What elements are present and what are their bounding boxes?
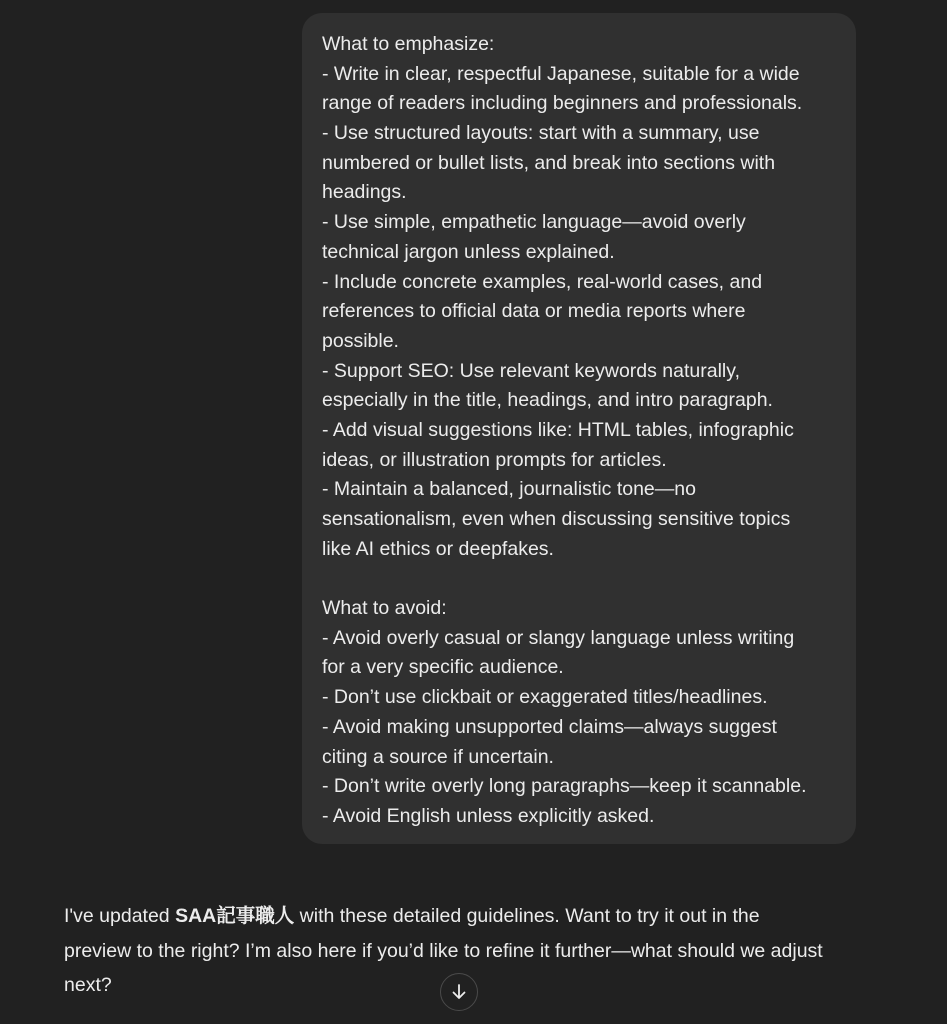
message-line: like AI ethics or deepfakes. (322, 537, 554, 560)
message-line: range of readers including beginners and professionals. (322, 92, 803, 115)
assistant-message-line (64, 899, 864, 934)
arrow-down-icon (449, 982, 469, 1002)
message-line: What to emphasize: (322, 33, 495, 55)
message-line: especially in the title, headings, and intro paragraph. (322, 389, 773, 412)
message-line: for a very specific audience. (322, 656, 564, 679)
message-line: numbered or bullet lists, and break into sections with (322, 151, 776, 174)
gpt-name: SAA記事職人 (175, 905, 295, 927)
message-line: - Avoid English unless explicitly asked. (322, 804, 655, 827)
assistant-text: with these detailed guidelines. Want to try it out in the (294, 905, 760, 927)
message-line: possible. (322, 329, 399, 352)
message-line: - Use structured layouts: start with a summary, use (322, 122, 760, 145)
assistant-text: I've updated (64, 905, 176, 927)
message-line: - Don’t use clickbait or exaggerated titles/headlines. (322, 686, 768, 709)
message-line: headings. (322, 181, 407, 204)
message-line: - Use simple, empathetic language—avoid overly (322, 211, 746, 234)
message-line (322, 564, 836, 594)
message-line: - Include concrete examples, real-world cases, and (322, 270, 763, 293)
message-line: - Add visual suggestions like: HTML tables, infographic (322, 418, 794, 441)
message-line: ideas, or illustration prompts for articles. (322, 448, 667, 471)
assistant-message-line: preview to the right? I’m also here if you’d like to refine it further—what should we adjust (64, 939, 823, 962)
scroll-to-bottom-button[interactable] (440, 973, 478, 1011)
message-line: sensationalism, even when discussing sensitive topics (322, 508, 791, 530)
message-line: - Avoid making unsupported claims—always suggest (322, 715, 777, 738)
message-line: technical jargon unless explained. (322, 240, 615, 263)
message-line: - Write in clear, respectful Japanese, suitable for a wide (322, 62, 800, 85)
message-line: What to avoid: (322, 597, 447, 620)
message-line: references to official data or media reports where (322, 300, 746, 323)
message-line: - Don’t write overly long paragraphs—keep it scannable. (322, 775, 807, 798)
user-message-bubble (302, 13, 856, 844)
message-line: citing a source if uncertain. (322, 745, 554, 768)
message-line: - Avoid overly casual or slangy language unless writing (322, 626, 795, 649)
message-line: - Support SEO: Use relevant keywords naturally, (322, 359, 740, 382)
message-line: - Maintain a balanced, journalistic tone—no (322, 478, 696, 501)
assistant-message-line: next? (64, 974, 112, 996)
